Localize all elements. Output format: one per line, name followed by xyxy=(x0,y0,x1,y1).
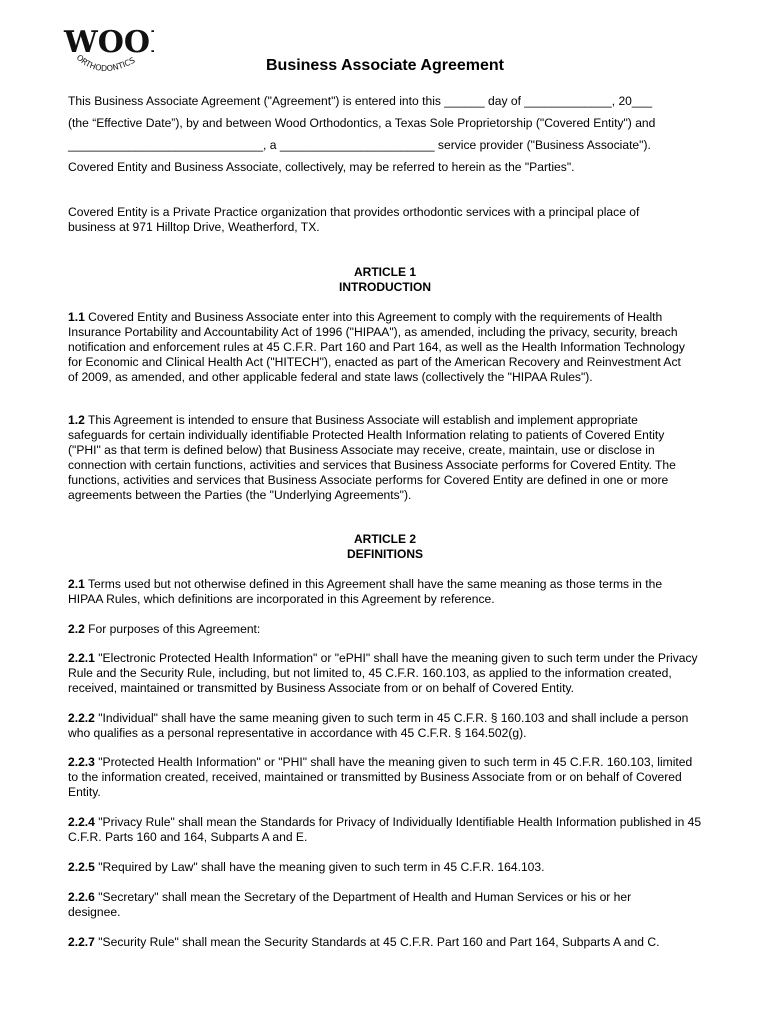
definition-2-2-5-number: 2.2.5 xyxy=(68,860,95,874)
intro-line-1: This Business Associate Agreement ("Agreement") is entered into this ______ day of _____________, 20___ xyxy=(68,94,653,108)
intro-line-3: _____________________________, a _______________________ service provider ("Business Associate"). xyxy=(68,138,651,152)
definition-2-2-5 xyxy=(68,860,708,875)
section-1-2 xyxy=(68,413,693,503)
article-1-title: INTRODUCTION xyxy=(339,280,431,294)
article-2-heading xyxy=(0,532,770,562)
section-2-2-number: 2.2 xyxy=(68,622,85,636)
definition-2-2-6-number: 2.2.6 xyxy=(68,890,95,904)
definition-2-2-4-number: 2.2.4 xyxy=(68,815,95,829)
definition-2-2-6 xyxy=(68,890,673,920)
definition-2-2-7-text: "Security Rule" shall mean the Security Standards at 45 C.F.R. Part 160 and Part 164, Subparts A and C. xyxy=(94,935,660,949)
section-2-1-text: Terms used but not otherwise defined in this Agreement shall have the same meaning as those terms in the HIPAA Rules, which definitions are incorporated in this Agreement by reference. xyxy=(68,577,663,606)
definition-2-2-5-text: "Required by Law" shall have the meaning given to such term in 45 C.F.R. 164.103. xyxy=(94,860,545,874)
definition-2-2-3 xyxy=(68,755,703,800)
section-1-1 xyxy=(68,310,693,385)
article-2-number: ARTICLE 2 xyxy=(353,532,416,546)
document-title xyxy=(0,57,770,75)
practice-paragraph: Covered Entity is a Private Practice organization that provides orthodontic services with a principal place of business at 971 Hilltop Drive, Weatherford, TX. xyxy=(68,205,640,234)
definition-2-2-2 xyxy=(68,711,693,741)
article-1-heading xyxy=(0,265,770,295)
definition-2-2-2-text: "Individual" shall have the same meaning given to such term in 45 C.F.R. § 160.103 and shall include a person who qualifies as a personal representative in accordance with 45 C.F.R. § 164.502(g). xyxy=(68,711,689,740)
section-2-1 xyxy=(68,577,698,607)
definition-2-2-6-text: "Secretary" shall mean the Secretary of the Department of Health and Human Services or his or her designee. xyxy=(68,890,632,919)
definition-2-2-7 xyxy=(68,935,708,950)
article-1-number: ARTICLE 1 xyxy=(353,265,416,279)
definition-2-2-1-text: "Electronic Protected Health Information" or "ePHI" shall have the meaning given to such term under the Privacy Rule and the Security Rule, including, but not limited to, 45 C.F.R. 160.103, as applied to the information created, received, maintained or transmitted by Business Associate from or on behalf of Covered Entity. xyxy=(68,651,698,695)
definition-2-2-4-text: "Privacy Rule" shall mean the Standards for Privacy of Individually Identifiable Health Information published in 45 C.F.R. Parts 160 and 164, Subparts A and E. xyxy=(68,815,702,844)
section-1-2-number: 1.2 xyxy=(68,413,85,427)
logo-wordmark: WOO xyxy=(64,25,150,60)
section-1-1-number: 1.1 xyxy=(68,310,85,324)
definition-2-2-7-number: 2.2.7 xyxy=(68,935,95,949)
section-1-2-text: This Agreement is intended to ensure that Business Associate will establish and implement appropriate safeguards for certain individually identifiable Protected Health Information relating to patients of Covered Entity ("PHI" as that term is defined below) that Business Associate may receive, create, maintain, use or disclose in connection with certain functions, activities and services that Business Associate performs for Covered Entity. The functions, activities and services that Business Associate performs for Covered Entity are defined in one or more agreements between the Parties (the "Underlying Agreements"). xyxy=(68,413,676,502)
definition-2-2-1 xyxy=(68,651,698,696)
definition-2-2-3-text: "Protected Health Information" or "PHI" shall have the meaning given to such term in 45 C.F.R. 160.103, limited to the information created, received, maintained or transmitted by Business Associate from or on behalf of Covered Entity. xyxy=(68,755,693,799)
section-1-1-text: Covered Entity and Business Associate enter into this Agreement to comply with the requirements of Health Insurance Portability and Accountability Act of 1996 ("HIPAA"), as amended, including the privacy, security, breach notification and enforcement rules at 45 C.F.R. Part 160 and Part 164, as well as the Health Information Technology for Economic and Clinical Health Act ("HITECH"), enacted as part of the American Recovery and Reinvestment Act of 2009, as amended, and other applicable federal and state laws (collectively the "HIPAA Rules"). xyxy=(68,310,685,384)
definition-2-2-3-number: 2.2.3 xyxy=(68,755,95,769)
article-2-title: DEFINITIONS xyxy=(346,547,423,561)
definition-2-2-1-number: 2.2.1 xyxy=(68,651,95,665)
intro-line-4: Covered Entity and Business Associate, collectively, may be referred to herein as the "Parties". xyxy=(68,160,575,174)
logo-subtitle: ORTHODONTICS xyxy=(74,52,137,74)
document-title-text: Business Associate Agreement xyxy=(265,57,504,74)
definition-2-2-4 xyxy=(68,815,703,845)
section-2-2-text: For purposes of this Agreement: xyxy=(84,622,261,636)
definition-2-2-2-number: 2.2.2 xyxy=(68,711,95,725)
intro-line-2: (the “Effective Date”), by and between Wood Orthodontics, a Texas Sole Proprietorship ("Covered Entity") and xyxy=(68,116,656,130)
section-2-1-number: 2.1 xyxy=(68,577,85,591)
section-2-2 xyxy=(68,622,708,637)
